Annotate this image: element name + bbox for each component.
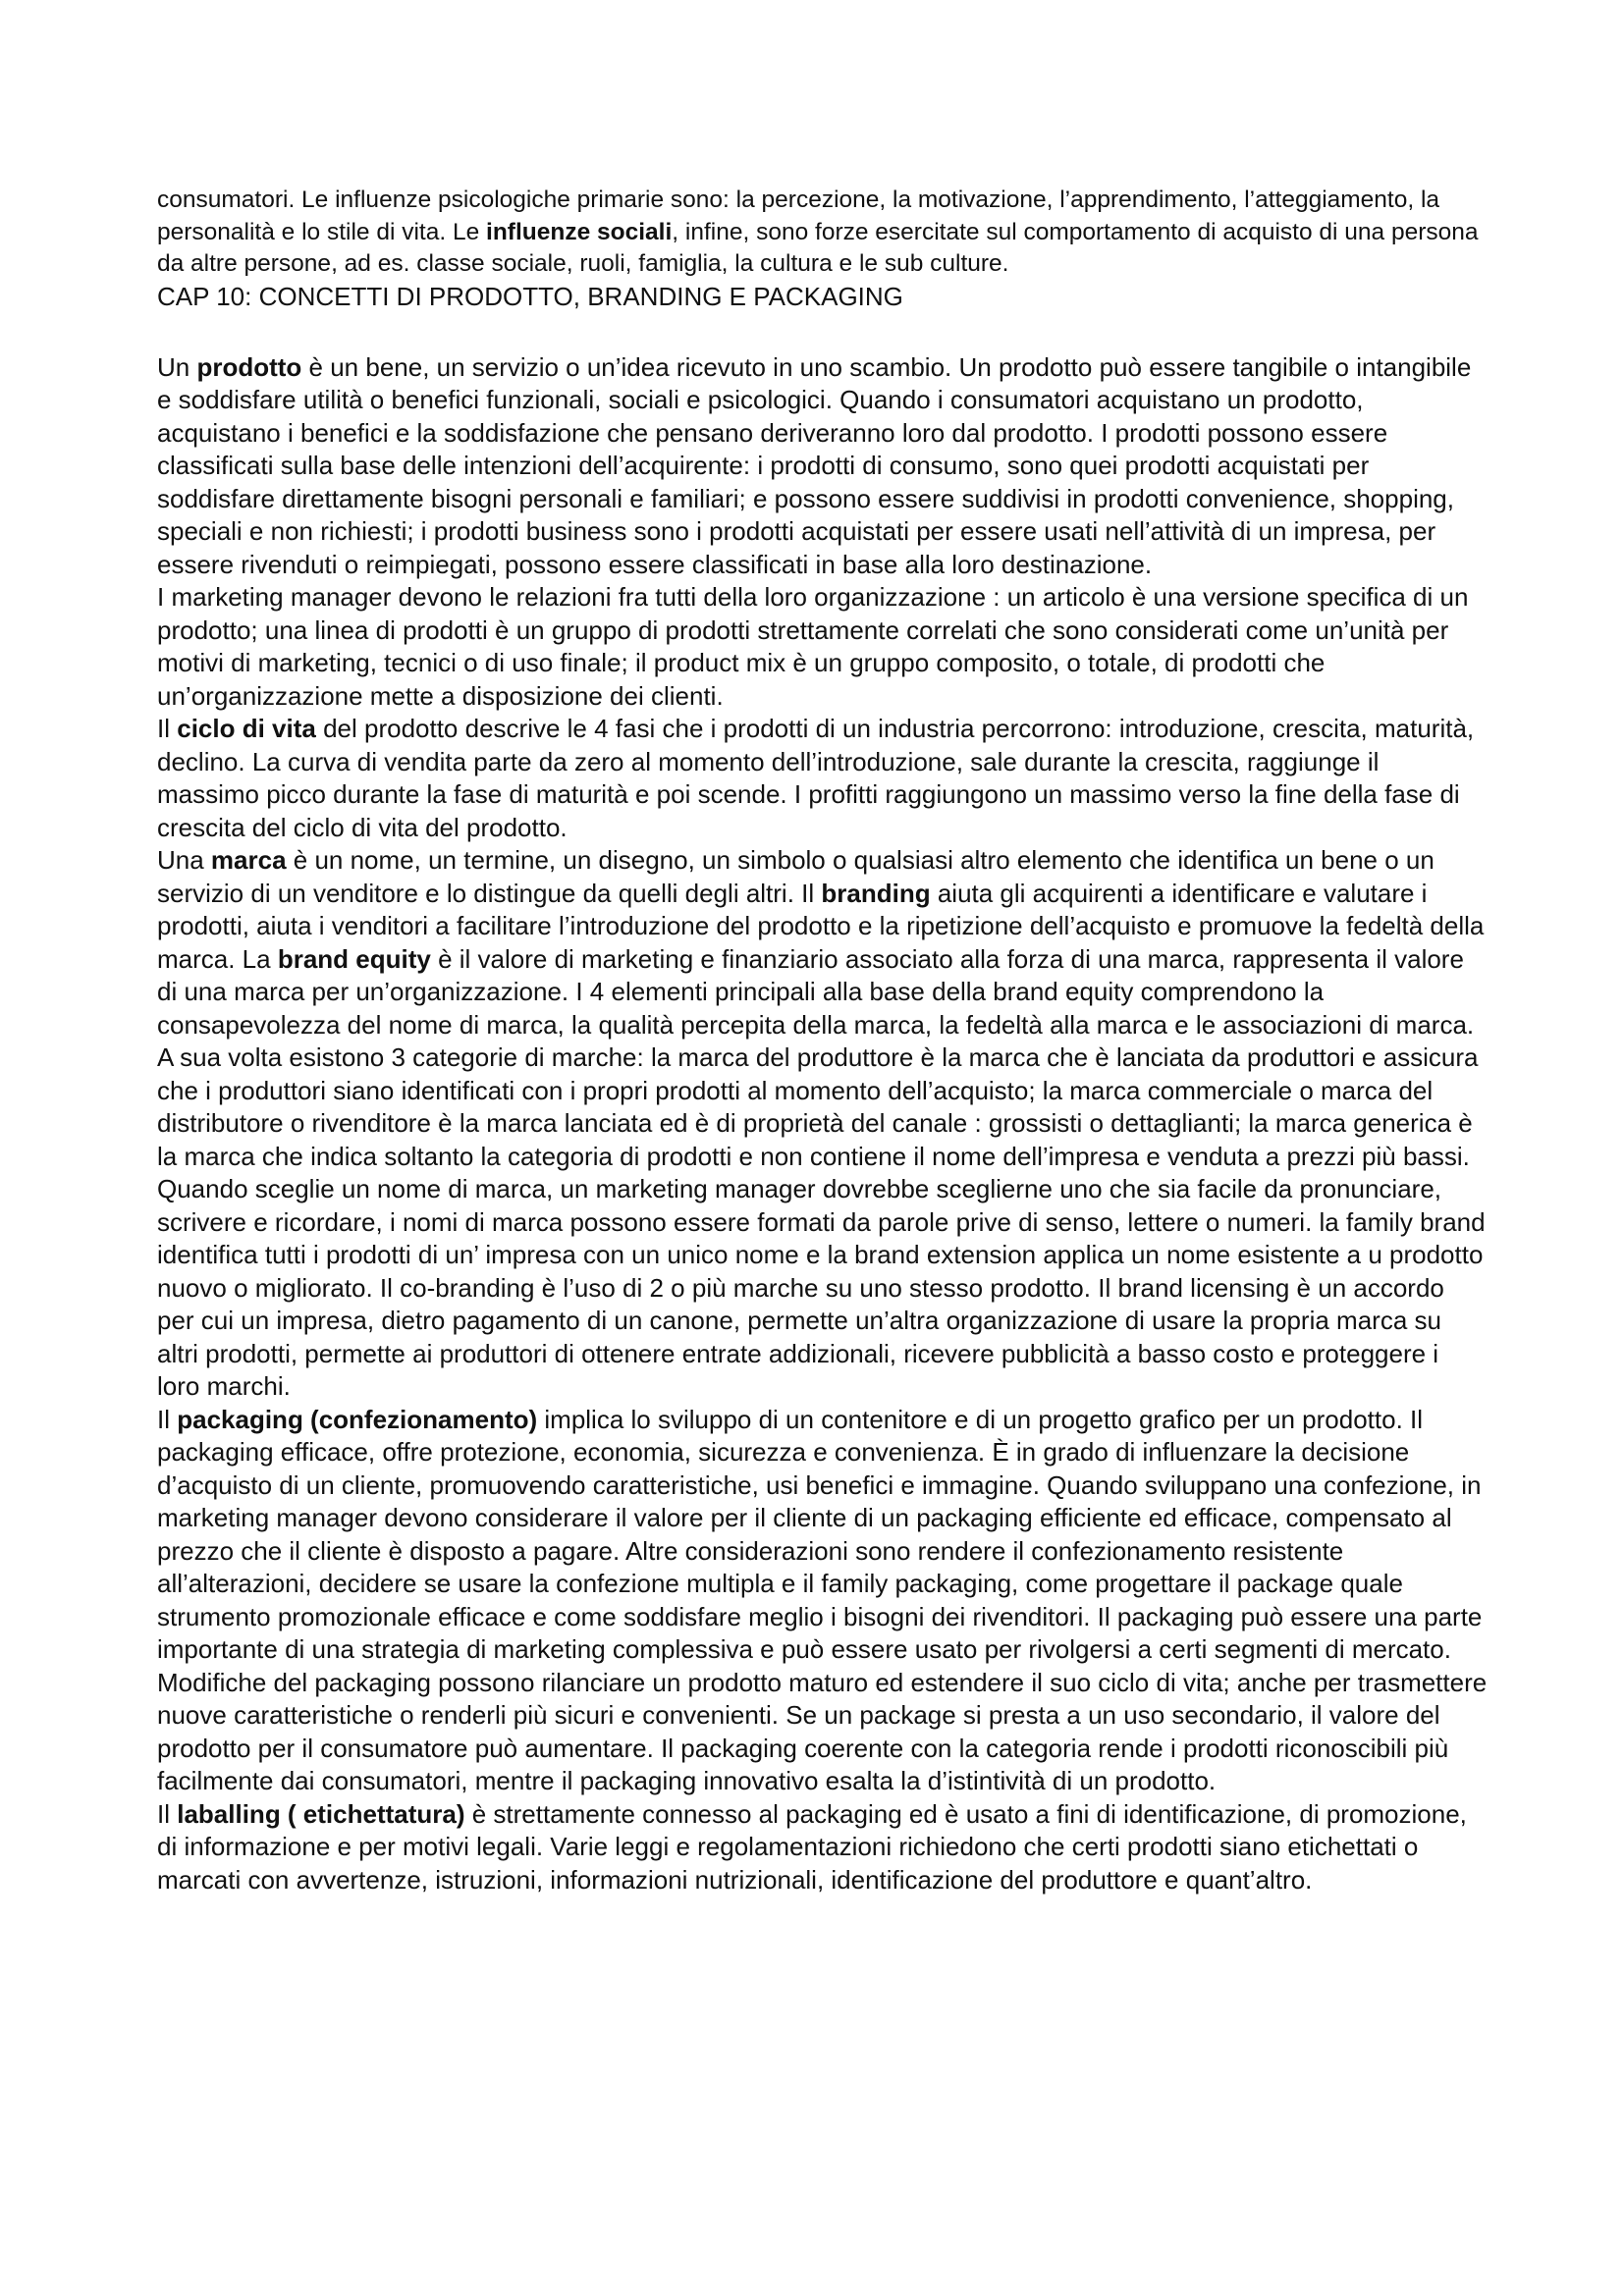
product-paragraph: Un prodotto è un bene, un servizio o un’idea ricevuto in uno scambio. Un prodotto può essere tangibile o intangibile e soddisfare utilità o benefici funzionali, sociali e psicologici. Quando i consumatori acquistano un prodotto, acquistano i benefici e la soddisfazione che pensano deriveranno loro dal prodotto. I prodotti possono essere classificati sulla base delle intenzioni dell’acquirente: i prodotti di consumo, sono quei prodotti acquistati per soddisfare direttamente bisogni personali e familiari; e possono essere suddivisi in prodotti convenience, shopping, speciali e non richiesti; i prodotti business sono i prodotti acquistati per essere usati nell’attività di un impresa, per essere rivenduti o reimpiegati, possono essere classificati in base alla loro destinazione. xyxy=(157,351,1472,579)
intro-paragraph: consumatori. Le influenze psicologiche primarie sono: la percezione, la motivazione, l’apprendimento, l’atteggiamento, la personalità e lo stile di vita. Le influenze sociali, infine, sono forze esercitate sul comportamento di acquisto di una persona da altre persone, ad es. classe sociale, ruoli, famiglia, la cultura e le sub culture. xyxy=(157,187,1479,277)
spacer xyxy=(157,312,1488,351)
marketing-manager-paragraph: I marketing manager devono le relazioni fra tutti della loro organizzazione : un articolo è una versione specifica di un prodotto; una linea di prodotti è un gruppo di prodotti strettamente correlati che sono considerati come un’unità per motivi di marketing, tecnici o di uso finale; il product mix è un gruppo composito, o totale, di prodotti che un’organizzazione mette a disposizione dei clienti. xyxy=(157,582,1469,711)
document-page xyxy=(157,185,1488,1896)
chapter-title: CAP 10: CONCETTI DI PRODOTTO, BRANDING E PACKAGING xyxy=(157,281,903,311)
chapter-body xyxy=(157,351,1488,1897)
brand-paragraph: Una marca è un nome, un termine, un disegno, un simbolo o qualsiasi altro elemento che identifica un bene o un servizio di un venditore e lo distingue da quelli degli altri. Il branding aiuta gli acquirenti a identificare e valutare i prodotti, aiuta i venditori a facilitare l’introduzione del prodotto e la ripetizione dell’acquisto e promuove la fedeltà della marca. La brand equity è il valore di marketing e finanziario associato alla forza di una marca, rappresenta il valore di una marca per un’organizzazione. I 4 elementi principali alla base della brand equity comprendono la consapevolezza del nome di marca, la qualità percepita della marca, la fedeltà alla marca e le associazioni di marca. A sua volta esistono 3 categorie di marche: la marca del produttore è la marca che è lanciata da produttori e assicura che i produttori siano identificati con i propri prodotti al momento dell’acquisto; la marca commerciale o marca del distributore o rivenditore è la marca lanciata ed è di proprietà del canale : grossisti o dettaglianti; la marca generica è la marca che indica soltanto la categoria di prodotti e non contiene il nome dell’impresa e venduta a prezzi più bassi. Quando sceglie un nome di marca, un marketing manager dovrebbe sceglierne uno che sia facile da pronunciare, scrivere e ricordare, i nomi di marca possono essere formati da parole prive di senso, lettere o numeri. la family brand identifica tutti i prodotti di un’ impresa con un unico nome e la brand extension applica un nome esistente a u prodotto nuovo o migliorato. Il co-branding è l’uso di 2 o più marche su uno stesso prodotto. Il brand licensing è un accordo per cui un impresa, dietro pagamento di un canone, permette un’altra organizzazione di usare la propria marca su altri prodotti, permette ai produttori di ottenere entrate addizionali, ricevere pubblicità a basso costo e proteggere i loro marchi. xyxy=(157,845,1486,1401)
packaging-paragraph: Il packaging (confezionamento) implica lo sviluppo di un contenitore e di un progetto grafico per un prodotto. Il packaging efficace, offre protezione, economia, sicurezza e convenienza. È in grado di influenzare la decisione d’acquisto di un cliente, promuovendo caratteristiche, usi benefici e immagine. Quando sviluppano una confezione, in marketing manager devono considerare il valore per il cliente di un packaging efficiente ed efficace, compensato al prezzo che il cliente è disposto a pagare. Altre considerazioni sono rendere il confezionamento resistente all’alterazioni, decidere se usare la confezione multipla e il family packaging, come progettare il package quale strumento promozionale efficace e come soddisfare meglio i bisogni dei rivenditori. Il packaging può essere una parte importante di una strategia di marketing complessiva e può essere usato per rivolgersi a certi segmenti di mercato. Modifiche del packaging possono rilanciare un prodotto maturo ed estendere il suo ciclo di vita; anche per trasmettere nuove caratteristiche o renderli più sicuri e convenienti. Se un package si presta a un uso secondario, il valore del prodotto per il consumatore può aumentare. Il packaging coerente con la categoria rende i prodotti riconoscibili più facilmente dai consumatori, mentre il packaging innovativo esalta la d’istintività di un prodotto. xyxy=(157,1404,1488,1795)
lifecycle-paragraph: Il ciclo di vita del prodotto descrive le 4 fasi che i prodotti di un industria percorrono: introduzione, crescita, maturità, declino. La curva di vendita parte da zero al momento dell’introduzione, sale durante la crescita, raggiunge il massimo picco durante la fase di maturità e poi scende. I profitti raggiungono un massimo verso la fine della fase di crescita del ciclo di vita del prodotto. xyxy=(157,714,1475,842)
labelling-paragraph: Il laballing ( etichettatura) è strettamente connesso al packaging ed è usato a fini di identificazione, di promozione, di informazione e per motivi legali. Varie leggi e regolamentazioni richiedono che certi prodotti siano etichettati o marcati con avvertenze, istruzioni, informazioni nutrizionali, identificazione del produttore e quant’altro. xyxy=(157,1798,1467,1895)
